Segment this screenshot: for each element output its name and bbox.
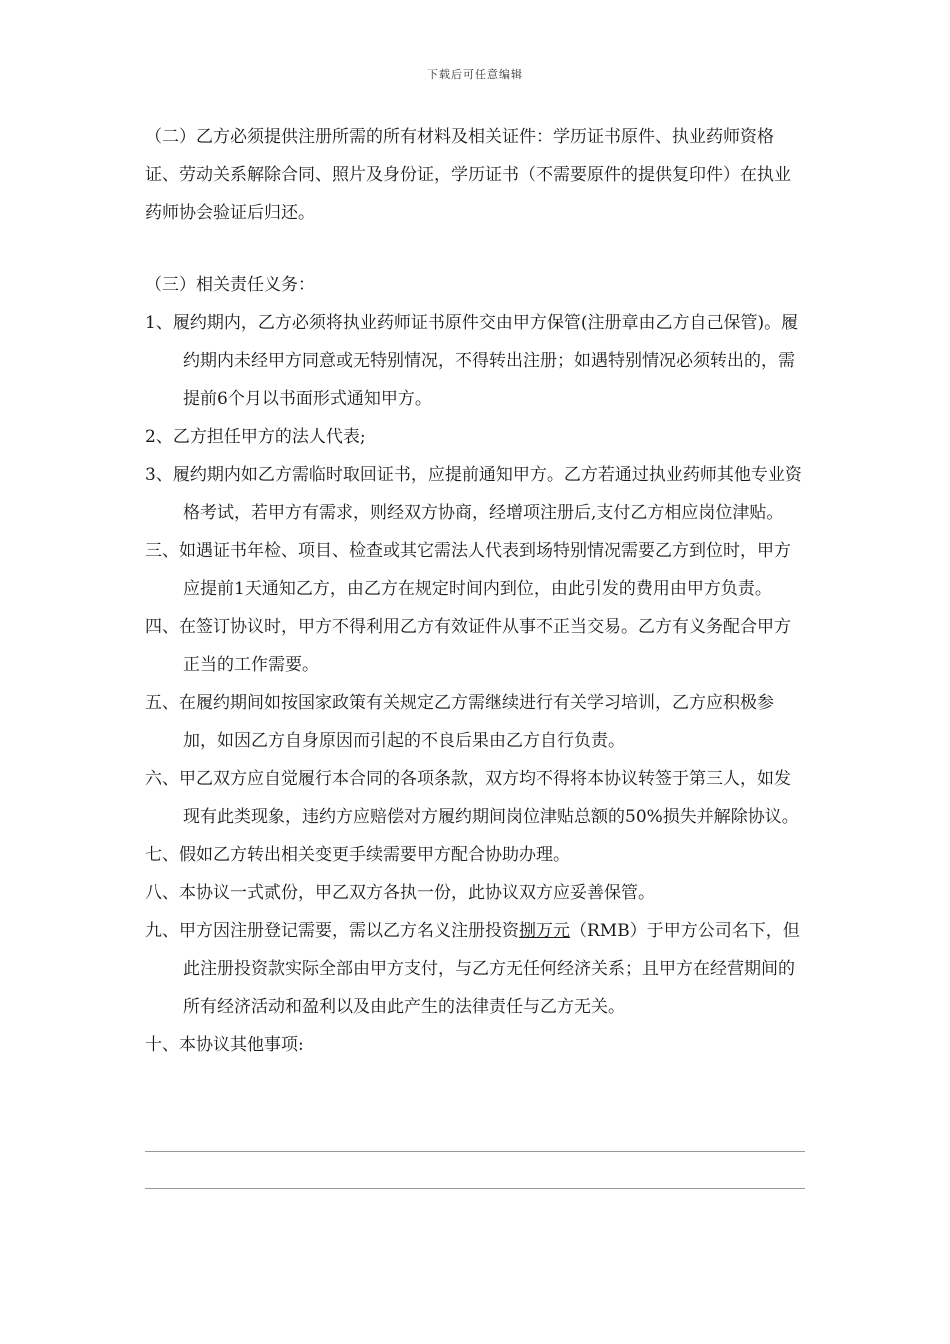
paragraph-materials: （二）乙方必须提供注册所需的所有材料及相关证件：学历证书原件、执业药师资格证、劳动关系解除合同、照片及身份证，学历证书（不需要原件的提供复印件）在执业药师协会验证后归还。	[145, 127, 791, 223]
investment-amount: 捌万元	[519, 921, 570, 941]
page-header: 下载后可任意编辑	[427, 68, 523, 81]
list-item-other-matters: 十、本协议其他事项:	[145, 1035, 304, 1055]
list-item-investment	[145, 912, 807, 1026]
list-item: 八、本协议一式贰份，甲乙双方各执一份，此协议双方应妥善保管。	[145, 883, 655, 903]
investment-text-after: （RMB）于甲方公司名下，但此注册投资款实际全部由甲方支付，与乙方无任何经济关系；且甲方在经营期间的所有经济活动和盈利以及由此产生的法律责任与乙方无关。	[183, 921, 800, 1017]
responsibilities-section	[145, 266, 807, 1064]
document-body	[145, 118, 807, 232]
blank-line	[145, 1188, 805, 1189]
list-item: 六、甲乙双方应自觉履行本合同的各项条款，双方均不得将本协议转签于第三人，如发现有此类现象，违约方应赔偿对方履约期间岗位津贴总额的50%损失并解除协议。	[145, 769, 799, 827]
section-title: （三）相关责任义务：	[145, 275, 315, 295]
investment-text-before: 九、甲方因注册登记需要，需以乙方名义注册投资	[145, 921, 519, 941]
list-item: 2、乙方担任甲方的法人代表;	[145, 427, 366, 447]
list-item: 七、假如乙方转出相关变更手续需要甲方配合协助办理。	[145, 845, 570, 865]
list-item: 3、履约期内如乙方需临时取回证书，应提前通知甲方。乙方若通过执业药师其他专业资格考试，若甲方有需求，则经双方协商，经增项注册后,支付乙方相应岗位津贴。	[145, 465, 802, 523]
list-item: 五、在履约期间如按国家政策有关规定乙方需继续进行有关学习培训，乙方应积极参加，如因乙方自身原因而引起的不良后果由乙方自行负责。	[145, 693, 774, 751]
list-item: 四、在签订协议时，甲方不得利用乙方有效证件从事不正当交易。乙方有义务配合甲方正当的工作需要。	[145, 617, 791, 675]
list-item: 1、履约期内，乙方必须将执业药师证书原件交由甲方保管(注册章由乙方自己保管)。履约期内未经甲方同意或无特别情况，不得转出注册；如遇特别情况必须转出的，需提前6个月以书面形式通知甲方。	[145, 313, 799, 409]
blank-line	[145, 1151, 805, 1152]
list-item: 三、如遇证书年检、项目、检查或其它需法人代表到场特别情况需要乙方到位时，甲方应提前1天通知乙方，由乙方在规定时间内到位，由此引发的费用由甲方负责。	[145, 541, 791, 599]
